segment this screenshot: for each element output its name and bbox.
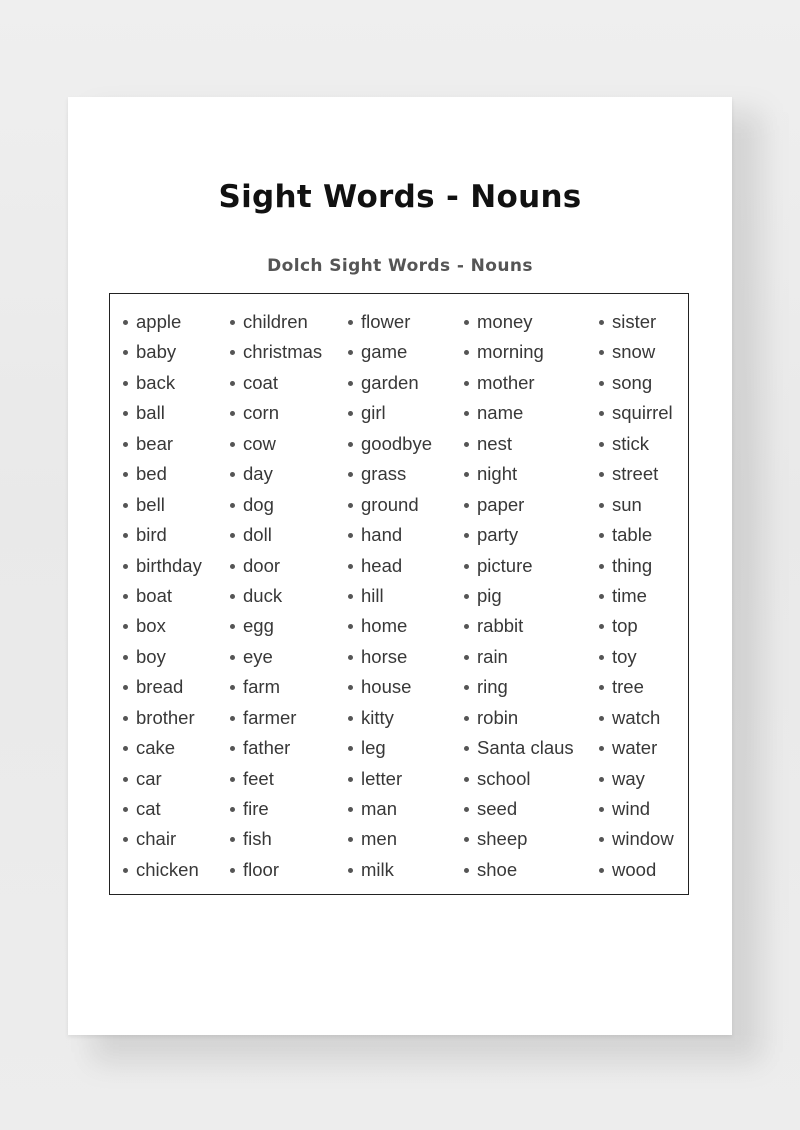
word-text: dog	[243, 493, 274, 515]
bullet-icon	[464, 685, 469, 690]
word-item	[123, 855, 202, 885]
word-column-3	[348, 307, 432, 885]
word-item	[348, 520, 432, 550]
word-item	[599, 824, 674, 854]
word-text: pig	[477, 584, 502, 606]
word-item	[464, 307, 574, 337]
word-item	[230, 368, 322, 398]
word-text: morning	[477, 341, 544, 363]
word-item	[464, 581, 574, 611]
word-item	[230, 733, 322, 763]
bullet-icon	[123, 807, 128, 812]
word-text: school	[477, 767, 531, 789]
word-item	[464, 764, 574, 794]
word-text: picture	[477, 554, 533, 576]
word-text: wood	[612, 858, 657, 880]
bullet-icon	[230, 594, 235, 599]
bullet-icon	[599, 381, 604, 386]
word-text: cow	[243, 432, 276, 454]
bullet-icon	[348, 564, 353, 569]
bullet-icon	[464, 533, 469, 538]
word-text: home	[361, 615, 408, 637]
word-item	[348, 824, 432, 854]
word-text: bird	[136, 524, 167, 546]
bullet-icon	[230, 685, 235, 690]
bullet-icon	[123, 777, 128, 782]
bullet-icon	[348, 777, 353, 782]
word-text: thing	[612, 554, 653, 576]
bullet-icon	[123, 564, 128, 569]
word-item	[348, 429, 432, 459]
word-text: shoe	[477, 858, 518, 880]
word-text: name	[477, 402, 524, 424]
word-item	[599, 855, 674, 885]
word-text: leg	[361, 737, 386, 759]
word-text: brother	[136, 706, 195, 728]
bullet-icon	[599, 320, 604, 325]
word-text: apple	[136, 311, 182, 332]
word-text: fire	[243, 798, 269, 819]
word-text: wind	[612, 798, 651, 819]
word-text: cake	[136, 737, 176, 759]
word-text: door	[243, 554, 281, 576]
word-item	[599, 429, 674, 459]
bullet-icon	[599, 777, 604, 782]
bullet-icon	[348, 594, 353, 599]
word-item	[464, 855, 574, 885]
word-text: money	[477, 311, 533, 332]
page-title: Sight Words - Nouns	[218, 179, 582, 215]
bullet-icon	[348, 503, 353, 508]
word-item	[123, 672, 202, 702]
word-item	[599, 459, 674, 489]
word-item	[348, 855, 432, 885]
word-item	[123, 611, 202, 641]
word-item	[464, 794, 574, 824]
word-item	[599, 672, 674, 702]
word-item	[464, 672, 574, 702]
bullet-icon	[599, 716, 604, 721]
word-item	[464, 642, 574, 672]
word-item	[123, 733, 202, 763]
bullet-icon	[599, 594, 604, 599]
word-text: christmas	[243, 341, 323, 363]
word-text: milk	[361, 858, 394, 880]
word-text: egg	[243, 615, 274, 637]
bullet-icon	[348, 837, 353, 842]
word-item	[464, 429, 574, 459]
bullet-icon	[464, 411, 469, 416]
word-item	[599, 581, 674, 611]
word-item	[464, 337, 574, 367]
word-item	[123, 824, 202, 854]
word-item	[230, 824, 322, 854]
bullet-icon	[464, 472, 469, 477]
word-item	[123, 764, 202, 794]
word-item	[348, 733, 432, 763]
bullet-icon	[230, 533, 235, 538]
word-text: corn	[243, 402, 279, 424]
word-item	[464, 520, 574, 550]
word-text: boy	[136, 645, 166, 667]
word-item	[230, 551, 322, 581]
word-text: box	[136, 615, 166, 637]
word-text: robin	[477, 706, 519, 728]
word-item	[599, 337, 674, 367]
word-text: letter	[361, 767, 403, 789]
word-item	[123, 642, 202, 672]
word-item	[230, 611, 322, 641]
word-text: ball	[136, 402, 165, 424]
word-text: tree	[612, 676, 644, 698]
word-text: way	[612, 767, 645, 789]
word-item	[348, 611, 432, 641]
bullet-icon	[599, 533, 604, 538]
word-item	[230, 429, 322, 459]
word-text: birthday	[136, 554, 202, 576]
word-item	[123, 398, 202, 428]
bullet-icon	[599, 837, 604, 842]
word-text: chair	[136, 828, 177, 850]
bullet-icon	[464, 624, 469, 629]
word-text: children	[243, 311, 308, 332]
word-text: water	[612, 737, 658, 759]
bullet-icon	[348, 533, 353, 538]
bullet-icon	[348, 655, 353, 660]
bullet-icon	[230, 807, 235, 812]
bullet-icon	[230, 837, 235, 842]
word-item	[348, 794, 432, 824]
word-item	[464, 459, 574, 489]
word-item	[599, 490, 674, 520]
word-item	[123, 307, 202, 337]
bullet-icon	[599, 350, 604, 355]
word-text: farmer	[243, 706, 297, 728]
word-item	[348, 459, 432, 489]
bullet-icon	[348, 320, 353, 325]
word-text: paper	[477, 493, 525, 515]
word-text: hand	[361, 524, 403, 546]
bullet-icon	[123, 868, 128, 873]
bullet-icon	[230, 350, 235, 355]
bullet-icon	[123, 655, 128, 660]
word-text: top	[612, 615, 638, 637]
word-text: watch	[612, 706, 661, 728]
word-text: song	[612, 371, 653, 393]
word-text: feet	[243, 767, 274, 789]
word-item	[464, 733, 574, 763]
bullet-icon	[464, 381, 469, 386]
bullet-icon	[348, 685, 353, 690]
bullet-icon	[123, 594, 128, 599]
bullet-icon	[123, 533, 128, 538]
bullet-icon	[230, 564, 235, 569]
word-item	[230, 398, 322, 428]
word-item	[348, 764, 432, 794]
bullet-icon	[230, 472, 235, 477]
word-text: coat	[243, 371, 278, 393]
bullet-icon	[348, 807, 353, 812]
word-text: man	[361, 798, 397, 819]
bullet-icon	[348, 868, 353, 873]
word-column-2	[230, 307, 322, 885]
bullet-icon	[230, 655, 235, 660]
bullet-icon	[123, 472, 128, 477]
word-item	[599, 520, 674, 550]
word-item	[230, 490, 322, 520]
word-text: fish	[243, 828, 272, 850]
word-item	[599, 611, 674, 641]
word-text: rain	[477, 645, 508, 667]
bullet-icon	[123, 837, 128, 842]
word-item	[599, 794, 674, 824]
word-text: goodbye	[361, 432, 432, 454]
bullet-icon	[464, 868, 469, 873]
bullet-icon	[230, 777, 235, 782]
word-item	[123, 703, 202, 733]
bullet-icon	[348, 624, 353, 629]
word-item	[348, 368, 432, 398]
word-text: floor	[243, 858, 279, 880]
word-text: back	[136, 371, 176, 393]
word-item	[230, 307, 322, 337]
word-item	[230, 764, 322, 794]
word-text: girl	[361, 402, 386, 424]
word-text: snow	[612, 341, 656, 363]
word-item	[348, 337, 432, 367]
word-text: boat	[136, 584, 173, 606]
word-list-box	[109, 293, 689, 895]
word-column-5	[599, 307, 674, 885]
word-item	[123, 794, 202, 824]
bullet-icon	[348, 411, 353, 416]
word-text: mother	[477, 371, 535, 393]
word-text: grass	[361, 463, 407, 485]
word-item	[123, 429, 202, 459]
word-item	[464, 551, 574, 581]
word-item	[348, 642, 432, 672]
bullet-icon	[123, 381, 128, 386]
bullet-icon	[230, 442, 235, 447]
word-text: nest	[477, 432, 512, 454]
word-item	[599, 733, 674, 763]
bullet-icon	[464, 807, 469, 812]
word-item	[599, 764, 674, 794]
worksheet-page	[68, 97, 732, 1035]
word-text: father	[243, 737, 291, 759]
word-item	[348, 307, 432, 337]
bullet-icon	[464, 442, 469, 447]
bullet-icon	[599, 564, 604, 569]
bullet-icon	[348, 442, 353, 447]
word-text: baby	[136, 341, 177, 363]
word-item	[599, 307, 674, 337]
bullet-icon	[599, 746, 604, 751]
word-text: horse	[361, 645, 408, 667]
bullet-icon	[599, 411, 604, 416]
word-text: kitty	[361, 706, 394, 728]
bullet-icon	[123, 624, 128, 629]
word-item	[599, 551, 674, 581]
word-text: head	[361, 554, 403, 576]
word-text: bell	[136, 493, 165, 515]
bullet-icon	[123, 350, 128, 355]
bullet-icon	[464, 837, 469, 842]
word-item	[348, 398, 432, 428]
word-text: stick	[612, 432, 649, 454]
word-item	[230, 642, 322, 672]
word-text: bear	[136, 432, 174, 454]
word-item	[230, 855, 322, 885]
bullet-icon	[348, 472, 353, 477]
bullet-icon	[599, 624, 604, 629]
word-item	[230, 794, 322, 824]
bullet-icon	[599, 685, 604, 690]
bullet-icon	[348, 716, 353, 721]
word-text: night	[477, 463, 518, 485]
bullet-icon	[599, 472, 604, 477]
word-item	[348, 490, 432, 520]
word-text: party	[477, 524, 519, 546]
word-item	[123, 368, 202, 398]
page-subtitle: Dolch Sight Words - Nouns	[267, 256, 533, 276]
word-item	[464, 824, 574, 854]
word-text: bed	[136, 463, 167, 485]
bullet-icon	[464, 594, 469, 599]
word-item	[230, 459, 322, 489]
word-text: garden	[361, 371, 419, 393]
word-item	[599, 642, 674, 672]
word-item	[123, 459, 202, 489]
bullet-icon	[230, 381, 235, 386]
word-item	[348, 703, 432, 733]
bullet-icon	[123, 716, 128, 721]
word-text: rabbit	[477, 615, 524, 637]
bullet-icon	[348, 350, 353, 355]
bullet-icon	[464, 350, 469, 355]
word-item	[123, 490, 202, 520]
word-item	[599, 368, 674, 398]
word-item	[464, 703, 574, 733]
word-text: window	[612, 828, 674, 850]
word-item	[348, 551, 432, 581]
word-text: squirrel	[612, 402, 673, 424]
bullet-icon	[599, 503, 604, 508]
word-item	[230, 703, 322, 733]
bullet-icon	[123, 411, 128, 416]
bullet-icon	[464, 320, 469, 325]
word-text: men	[361, 828, 397, 850]
bullet-icon	[348, 746, 353, 751]
word-item	[599, 398, 674, 428]
word-item	[230, 337, 322, 367]
word-text: chicken	[136, 858, 199, 880]
bullet-icon	[348, 381, 353, 386]
bullet-icon	[464, 564, 469, 569]
word-item	[464, 490, 574, 520]
word-item	[123, 581, 202, 611]
word-text: house	[361, 676, 412, 698]
word-item	[123, 337, 202, 367]
word-item	[123, 520, 202, 550]
word-text: ring	[477, 676, 508, 698]
word-text: duck	[243, 584, 283, 606]
word-item	[230, 520, 322, 550]
bullet-icon	[230, 746, 235, 751]
bullet-icon	[599, 807, 604, 812]
bullet-icon	[230, 503, 235, 508]
word-text: table	[612, 524, 653, 546]
bullet-icon	[464, 716, 469, 721]
bullet-icon	[464, 746, 469, 751]
word-text: street	[612, 463, 659, 485]
word-item	[464, 611, 574, 641]
bullet-icon	[123, 685, 128, 690]
bullet-icon	[464, 503, 469, 508]
word-text: day	[243, 463, 273, 485]
word-text: bread	[136, 676, 184, 698]
word-text: ground	[361, 493, 419, 515]
word-text: game	[361, 341, 408, 363]
bullet-icon	[599, 442, 604, 447]
word-item	[123, 551, 202, 581]
word-text: sheep	[477, 828, 528, 850]
word-text: cat	[136, 798, 161, 819]
word-column-4	[464, 307, 574, 885]
bullet-icon	[230, 716, 235, 721]
bullet-icon	[599, 655, 604, 660]
word-text: flower	[361, 311, 411, 332]
bullet-icon	[123, 442, 128, 447]
bullet-icon	[123, 320, 128, 325]
word-text: sister	[612, 311, 657, 332]
word-item	[230, 672, 322, 702]
bullet-icon	[599, 868, 604, 873]
bullet-icon	[123, 503, 128, 508]
bullet-icon	[464, 777, 469, 782]
word-column-1	[123, 307, 202, 885]
bullet-icon	[464, 655, 469, 660]
word-text: doll	[243, 524, 272, 546]
word-item	[464, 368, 574, 398]
bullet-icon	[230, 624, 235, 629]
word-text: Santa claus	[477, 737, 574, 759]
bullet-icon	[123, 746, 128, 751]
word-item	[348, 581, 432, 611]
word-item	[348, 672, 432, 702]
word-text: seed	[477, 798, 518, 819]
bullet-icon	[230, 411, 235, 416]
word-item	[464, 398, 574, 428]
word-text: sun	[612, 493, 642, 515]
word-text: farm	[243, 676, 280, 698]
word-text: car	[136, 767, 162, 789]
word-text: toy	[612, 645, 637, 667]
word-text: eye	[243, 645, 273, 667]
word-item	[599, 703, 674, 733]
word-text: hill	[361, 584, 384, 606]
bullet-icon	[230, 320, 235, 325]
word-item	[230, 581, 322, 611]
word-text: time	[612, 584, 647, 606]
bullet-icon	[230, 868, 235, 873]
